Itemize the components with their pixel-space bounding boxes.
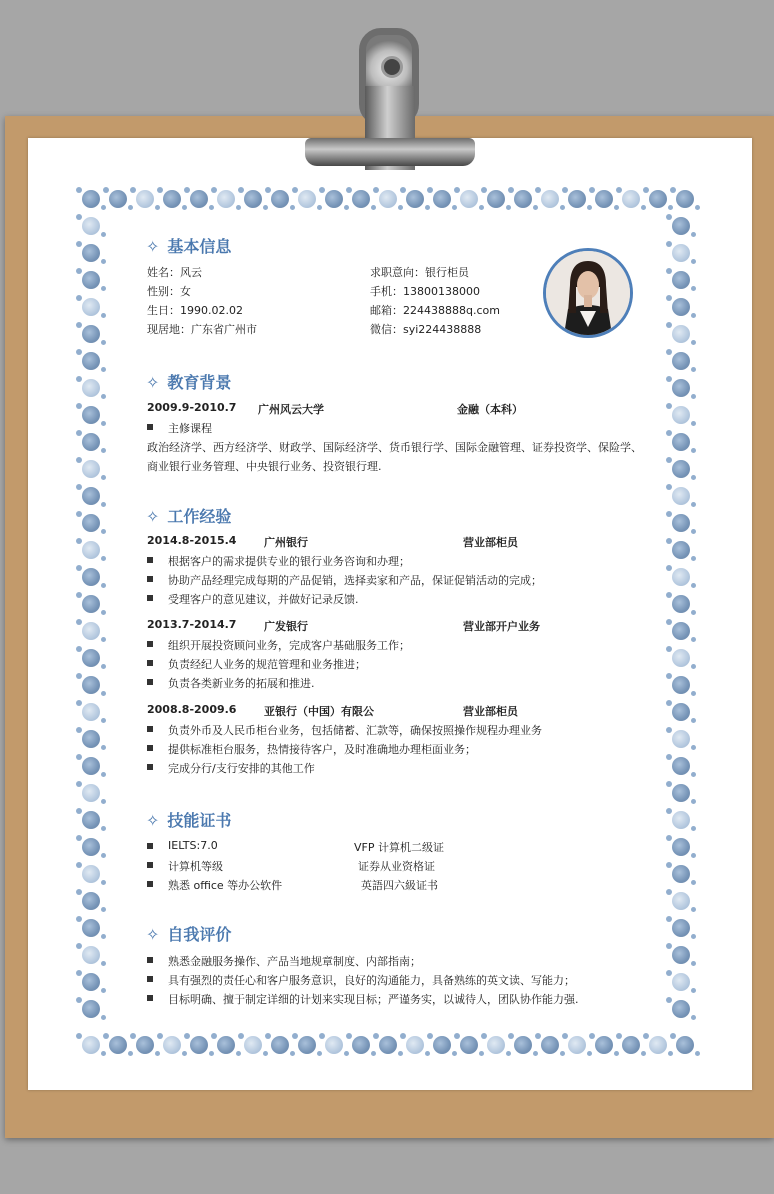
edu-major: 金融（本科）: [457, 403, 523, 416]
self-eval-item: 目标明确、擅于制定详细的计划来实现目标；严谨务实，以诚待人，团队协作能力强.: [168, 993, 579, 1006]
blot-decoration: [672, 730, 690, 748]
blot-decoration: [82, 568, 100, 586]
section-title-text: 工作经验: [167, 507, 232, 526]
blot-decoration: [82, 190, 100, 208]
blot-decoration: [672, 865, 690, 883]
blot-decoration: [672, 244, 690, 262]
job-duty: 组织开展投资顾问业务，完成客户基础服务工作；: [168, 639, 410, 652]
blot-decoration: [217, 190, 235, 208]
blot-decoration: [82, 595, 100, 613]
blot-decoration: [82, 460, 100, 478]
wechat-field: 微信：syi224438888: [370, 323, 482, 336]
blot-decoration: [514, 1036, 532, 1054]
job-duty: 根据客户的需求提供专业的银行业务咨询和办理；: [168, 555, 410, 568]
blot-decoration: [568, 1036, 586, 1054]
blot-decoration: [622, 1036, 640, 1054]
blot-decoration: [672, 460, 690, 478]
section-title-text: 教育背景: [167, 373, 232, 392]
blot-decoration: [244, 190, 262, 208]
self-eval-item: 熟悉金融服务操作、产品当地规章制度、内部指南；: [168, 955, 421, 968]
square-bullet-icon: [147, 576, 153, 582]
job-duty: 受理客户的意见建议，并做好记录反馈.: [168, 593, 359, 606]
blot-decoration: [672, 784, 690, 802]
sparkle-icon: ✧: [146, 237, 160, 256]
blot-decoration: [676, 190, 694, 208]
blot-decoration: [487, 190, 505, 208]
blot-decoration: [406, 190, 424, 208]
square-bullet-icon: [147, 957, 153, 963]
job-duty: 提供标准柜台服务，热情接待客户，及时准确地办理柜面业务；: [168, 743, 476, 756]
blot-decoration: [298, 190, 316, 208]
blot-decoration: [433, 1036, 451, 1054]
blot-decoration: [672, 541, 690, 559]
courses-label: 主修课程: [168, 422, 212, 435]
certificate-item: 证券从业资格证: [358, 860, 435, 873]
name-field: 姓名：风云: [147, 266, 202, 279]
blot-decoration: [672, 352, 690, 370]
certificate-item: VFP 计算机二级证: [354, 841, 444, 854]
blot-decoration: [82, 325, 100, 343]
square-bullet-icon: [147, 843, 153, 849]
job-period: 2014.8-2015.4: [147, 534, 237, 547]
job-period: 2013.7-2014.7: [147, 618, 237, 631]
blot-decoration: [672, 379, 690, 397]
blot-decoration: [82, 703, 100, 721]
blot-decoration: [82, 649, 100, 667]
blot-decoration: [672, 838, 690, 856]
job-company: 广州银行: [264, 536, 308, 549]
section-title-text: 自我评价: [167, 925, 232, 944]
blot-decoration: [217, 1036, 235, 1054]
self-eval-item: 具有强烈的责任心和客户服务意识，良好的沟通能力，具备熟练的英文读、写能力；: [168, 974, 575, 987]
blot-decoration: [672, 811, 690, 829]
blot-decoration: [82, 298, 100, 316]
section-title-text: 技能证书: [167, 811, 232, 830]
blot-decoration: [672, 325, 690, 343]
edu-school: 广州风云大学: [258, 403, 324, 416]
blot-decoration: [244, 1036, 262, 1054]
blot-decoration: [82, 919, 100, 937]
sparkle-icon: ✧: [146, 811, 160, 830]
blot-decoration: [406, 1036, 424, 1054]
blot-decoration: [622, 190, 640, 208]
blot-decoration: [672, 568, 690, 586]
job-duty: 负责经纪人业务的规范管理和业务推进；: [168, 658, 366, 671]
job-duty: 完成分行/支行安排的其他工作: [168, 762, 315, 775]
blot-decoration: [190, 190, 208, 208]
square-bullet-icon: [147, 995, 153, 1001]
blot-decoration: [676, 1036, 694, 1054]
blot-decoration: [460, 190, 478, 208]
section-title-skills: [146, 808, 231, 831]
blot-decoration: [541, 1036, 559, 1054]
blot-decoration: [82, 514, 100, 532]
blot-decoration: [82, 865, 100, 883]
blot-decoration: [82, 487, 100, 505]
edu-period: 2009.9-2010.7: [147, 401, 237, 414]
blot-decoration: [163, 1036, 181, 1054]
blot-decoration: [82, 244, 100, 262]
job-company: 亚银行（中国）有限公: [264, 705, 374, 718]
sparkle-icon: ✧: [146, 373, 160, 392]
square-bullet-icon: [147, 595, 153, 601]
blot-decoration: [271, 190, 289, 208]
blot-decoration: [672, 433, 690, 451]
blot-decoration: [568, 190, 586, 208]
blot-decoration: [672, 676, 690, 694]
blot-decoration: [672, 622, 690, 640]
blot-decoration: [82, 838, 100, 856]
blot-decoration: [82, 946, 100, 964]
blot-decoration: [672, 649, 690, 667]
square-bullet-icon: [147, 557, 153, 563]
blot-decoration: [649, 190, 667, 208]
blot-decoration: [649, 1036, 667, 1054]
job-role: 营业部开户业务: [463, 620, 540, 633]
job-duty: 负责外币及人民币柜台业务，包括储蓄、汇款等，确保按照操作规程办理业务: [168, 724, 542, 737]
blot-decoration: [82, 433, 100, 451]
blot-decoration: [595, 190, 613, 208]
blot-decoration: [672, 1000, 690, 1018]
blot-decoration: [82, 757, 100, 775]
blot-decoration: [325, 190, 343, 208]
blot-decoration: [82, 406, 100, 424]
blot-decoration: [672, 487, 690, 505]
job-intent-field: 求职意向：银行柜员: [370, 266, 469, 279]
blot-decoration: [487, 1036, 505, 1054]
blot-decoration: [136, 190, 154, 208]
section-title-self: [146, 922, 231, 945]
job-duty: 协助产品经理完成每期的产品促销，选择卖家和产品，保证促销活动的完成；: [168, 574, 542, 587]
square-bullet-icon: [147, 862, 153, 868]
blot-decoration: [82, 730, 100, 748]
blot-decoration: [672, 406, 690, 424]
gender-field: 性别：女: [147, 285, 191, 298]
section-title-text: 基本信息: [167, 237, 232, 256]
square-bullet-icon: [147, 660, 153, 666]
address-field: 现居地：广东省广州市: [147, 323, 257, 336]
square-bullet-icon: [147, 679, 153, 685]
binder-clip-icon: [305, 28, 475, 178]
job-duty: 负责各类新业务的拓展和推进.: [168, 677, 315, 690]
blot-decoration: [163, 190, 181, 208]
blot-decoration: [379, 1036, 397, 1054]
section-title-work: [146, 504, 231, 527]
blot-decoration: [672, 298, 690, 316]
square-bullet-icon: [147, 764, 153, 770]
blot-decoration: [82, 811, 100, 829]
email-field: 邮箱：224438888q.com: [370, 304, 500, 317]
blot-decoration: [325, 1036, 343, 1054]
blot-decoration: [379, 190, 397, 208]
blot-decoration: [672, 757, 690, 775]
blot-decoration: [672, 946, 690, 964]
section-title-basic: [146, 234, 231, 257]
blot-decoration: [514, 190, 532, 208]
courses-line-2: 商业银行业务管理、中央银行业务、投资银行理.: [147, 460, 382, 473]
blot-decoration: [82, 676, 100, 694]
blot-decoration: [82, 541, 100, 559]
blot-decoration: [672, 514, 690, 532]
blot-decoration: [672, 703, 690, 721]
blot-decoration: [82, 892, 100, 910]
blot-decoration: [271, 1036, 289, 1054]
blot-decoration: [82, 379, 100, 397]
square-bullet-icon: [147, 745, 153, 751]
blot-decoration: [672, 973, 690, 991]
blot-decoration: [82, 1036, 100, 1054]
blot-decoration: [672, 595, 690, 613]
blot-decoration: [433, 190, 451, 208]
avatar: [543, 248, 633, 338]
square-bullet-icon: [147, 424, 153, 430]
blot-decoration: [672, 271, 690, 289]
blot-decoration: [672, 217, 690, 235]
skill-item: 计算机等级: [168, 860, 223, 873]
blot-decoration: [82, 1000, 100, 1018]
blot-decoration: [82, 271, 100, 289]
blot-decoration: [672, 919, 690, 937]
blot-decoration: [460, 1036, 478, 1054]
phone-field: 手机：13800138000: [370, 285, 480, 298]
blot-decoration: [82, 973, 100, 991]
sparkle-icon: ✧: [146, 507, 160, 526]
blot-decoration: [595, 1036, 613, 1054]
section-title-education: [146, 370, 231, 393]
skill-item: IELTS:7.0: [168, 839, 218, 852]
blot-decoration: [82, 784, 100, 802]
square-bullet-icon: [147, 726, 153, 732]
blot-decoration: [82, 352, 100, 370]
blot-decoration: [82, 217, 100, 235]
job-role: 营业部柜员: [463, 705, 518, 718]
job-period: 2008.8-2009.6: [147, 703, 237, 716]
job-company: 广发银行: [264, 620, 308, 633]
blot-decoration: [352, 190, 370, 208]
skill-item: 熟悉 office 等办公软件: [168, 879, 283, 892]
sparkle-icon: ✧: [146, 925, 160, 944]
blot-decoration: [190, 1036, 208, 1054]
square-bullet-icon: [147, 641, 153, 647]
certificate-item: 英語四六級证书: [361, 879, 438, 892]
job-role: 营业部柜员: [463, 536, 518, 549]
courses-line-1: 政治经济学、西方经济学、财政学、国际经济学、货币银行学、国际金融管理、证券投资学、保险学、: [147, 441, 642, 454]
blot-decoration: [109, 1036, 127, 1054]
birthday-field: 生日：1990.02.02: [147, 304, 243, 317]
blot-decoration: [352, 1036, 370, 1054]
blot-decoration: [672, 892, 690, 910]
blot-decoration: [298, 1036, 316, 1054]
blot-decoration: [541, 190, 559, 208]
blot-decoration: [136, 1036, 154, 1054]
blot-decoration: [82, 622, 100, 640]
square-bullet-icon: [147, 976, 153, 982]
blot-decoration: [109, 190, 127, 208]
square-bullet-icon: [147, 881, 153, 887]
